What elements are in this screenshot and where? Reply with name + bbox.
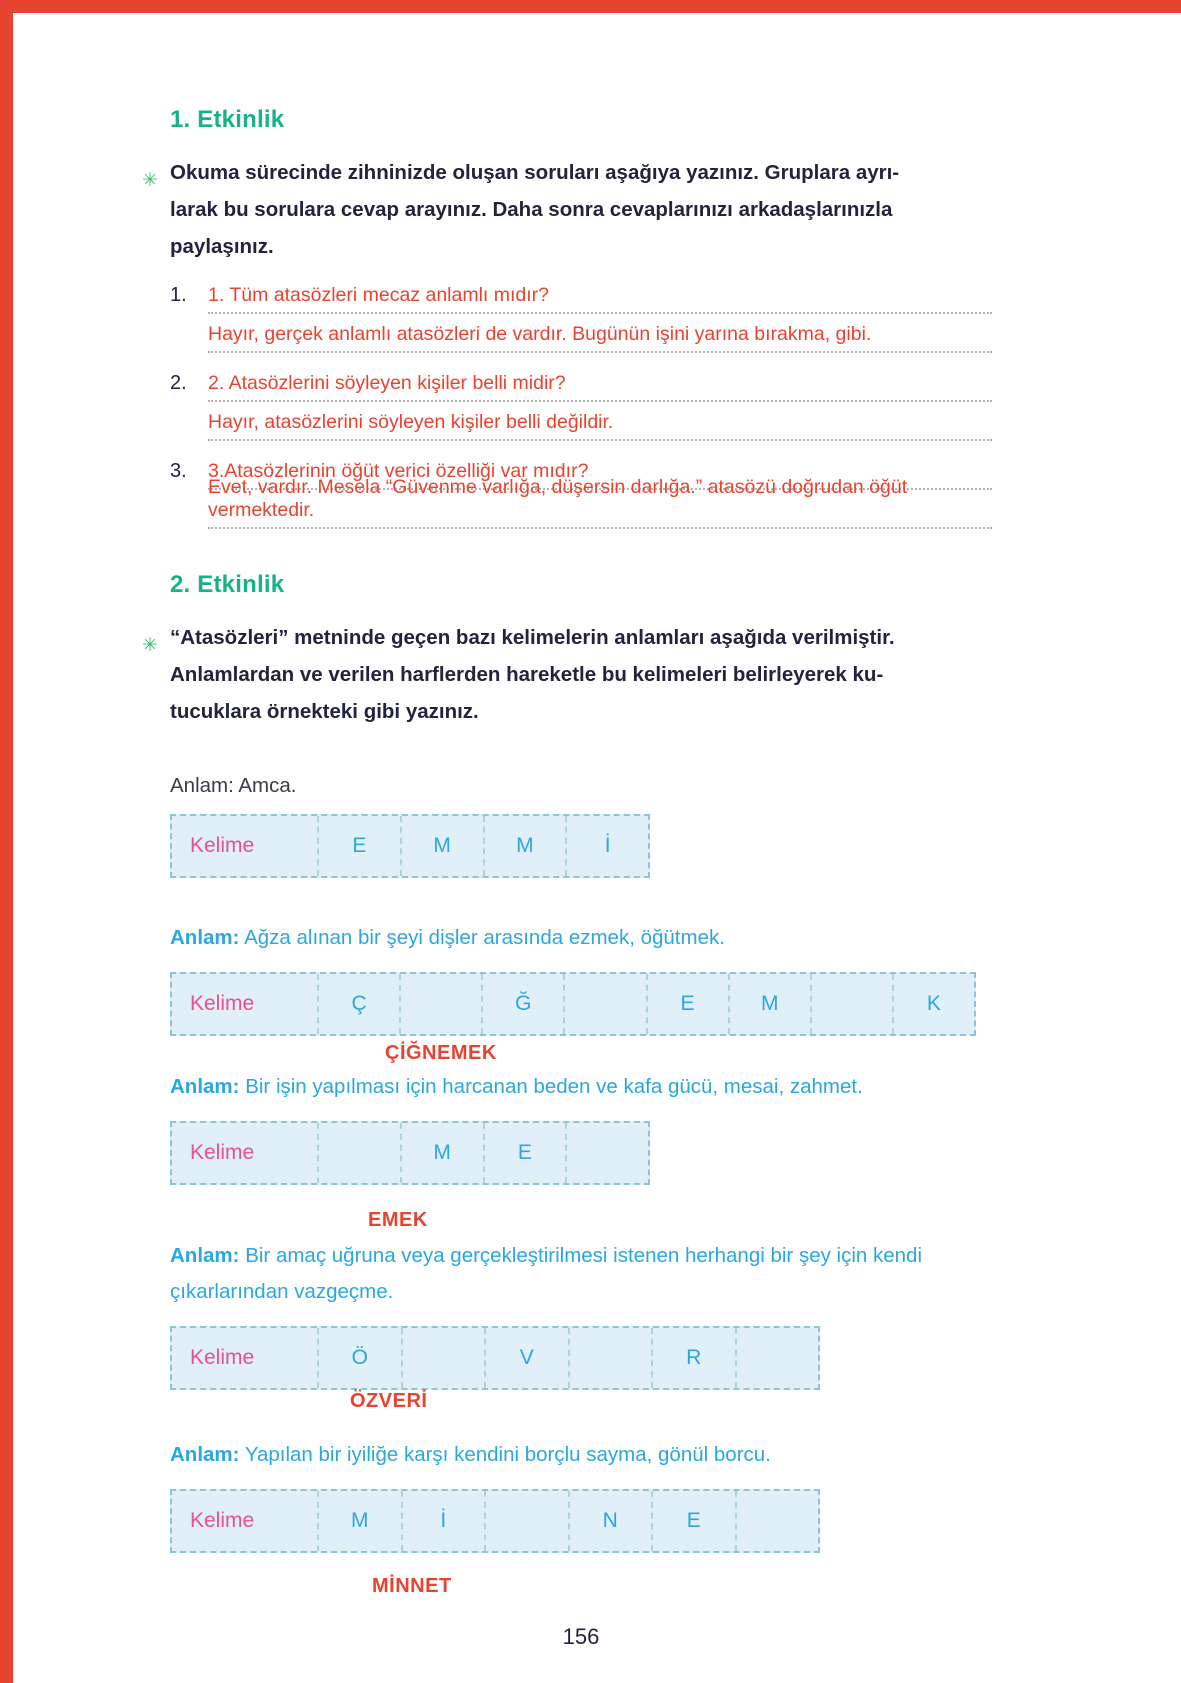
letter-cell: M <box>317 1491 401 1551</box>
page-content <box>142 0 992 1650</box>
word-box-emmi <box>170 814 650 878</box>
word-box-label: Kelime <box>190 1141 255 1164</box>
instruction-line: Okuma sürecinde zihninizde oluşan soruları aşağıya yazınız. Gruplara ayrı- <box>170 161 900 184</box>
question-answer-list <box>170 275 992 529</box>
question-line <box>208 275 992 314</box>
letter-cell: N <box>568 1491 652 1551</box>
letter-cell: E <box>317 816 400 876</box>
word-box-emek <box>170 1121 650 1185</box>
qa-item-lines <box>208 363 992 441</box>
letter-cell <box>735 1491 819 1551</box>
handwritten-word-answer: ÇİĞNEMEK <box>385 1042 497 1064</box>
letter-cell <box>735 1328 819 1388</box>
qa-item-number: 2. <box>170 372 187 394</box>
asterisk-bullet-icon: ✳ <box>142 170 158 191</box>
qa-item-3 <box>170 451 992 529</box>
letter-cell: M <box>728 974 810 1034</box>
handwritten-answer: Hayır, gerçek anlamlı atasözleri de vardır. Bugünün işini yarına bırakma, gibi. <box>208 323 872 345</box>
word-box-ozveri <box>170 1326 820 1390</box>
instruction-line: paylaşınız. <box>170 235 274 258</box>
letter-cell: M <box>400 1123 483 1183</box>
meaning-line-2 <box>170 1069 992 1105</box>
letter-cell: K <box>892 974 974 1034</box>
letter-cell <box>565 1123 648 1183</box>
qa-item-lines <box>208 275 992 353</box>
handwritten-word-answer: ÖZVERİ <box>350 1390 428 1412</box>
example-meaning-text: Anlam: Amca. <box>170 774 297 797</box>
letter-cell: M <box>400 816 483 876</box>
handwritten-answer: Hayır, atasözlerini söyleyen kişiler belli değildir. <box>208 411 614 433</box>
instruction-line: Anlamlardan ve verilen harflerden hareketle bu kelimeleri belirleyerek ku- <box>170 663 884 686</box>
instruction-line: “Atasözleri” metninde geçen bazı kelimelerin anlamları aşağıda verilmiştir. <box>170 626 895 649</box>
qa-item-lines <box>208 451 992 529</box>
question-line <box>208 363 992 402</box>
answer-line <box>208 476 992 529</box>
letter-cell: V <box>484 1328 568 1388</box>
asterisk-bullet-icon: ✳ <box>142 635 158 656</box>
handwritten-word-answer: MİNNET <box>372 1575 452 1597</box>
letter-cell: E <box>483 1123 566 1183</box>
word-box-cignemek <box>170 972 976 1036</box>
qa-item-number: 1. <box>170 284 187 306</box>
handwritten-word-answer: EMEK <box>368 1209 428 1231</box>
letter-cell: İ <box>401 1491 485 1551</box>
letter-cell: Ö <box>317 1328 401 1388</box>
meaning-label: Anlam: <box>170 926 240 949</box>
activity1-heading: 1. Etkinlik <box>170 106 285 133</box>
handwritten-answer: Evet, vardır. Mesela “Güvenme varlığa, düşersin darlığa.” atasözü doğrudan öğüt vermektedir. <box>208 476 908 521</box>
qa-item-2 <box>170 363 992 441</box>
letter-cell <box>810 974 892 1034</box>
word-box-label: Kelime <box>190 834 255 857</box>
meaning-label: Anlam: <box>170 1075 240 1098</box>
activity2-heading: 2. Etkinlik <box>170 571 285 598</box>
handwritten-question: 2. Atasözlerini söyleyen kişiler belli midir? <box>208 372 566 394</box>
instruction-line: tucuklara örnekteki gibi yazınız. <box>170 700 479 723</box>
letter-cell <box>317 1123 400 1183</box>
handwritten-question: 1. Tüm atasözleri mecaz anlamlı mıdır? <box>208 284 550 306</box>
word-box-minnet <box>170 1489 820 1553</box>
activity2-instruction <box>142 619 992 730</box>
letter-cell: İ <box>565 816 648 876</box>
letter-cell: M <box>483 816 566 876</box>
instruction-line: larak bu sorulara cevap arayınız. Daha sonra cevaplarınızı arkadaşlarınızla <box>170 198 893 221</box>
letter-cell <box>399 974 481 1034</box>
letter-cell: E <box>651 1491 735 1551</box>
meaning-text: Bir amaç uğruna veya gerçekleştirilmesi istenen herhangi bir şey için kendi çıkarlarından vazgeçme. <box>170 1244 923 1303</box>
answer-line <box>208 402 992 441</box>
letter-cell: Ğ <box>481 974 563 1034</box>
letter-cell: R <box>651 1328 735 1388</box>
letter-cell <box>401 1328 485 1388</box>
letter-cell <box>484 1491 568 1551</box>
word-box-label: Kelime <box>190 992 255 1015</box>
meaning-text: Bir işin yapılması için harcanan beden ve kafa gücü, mesai, zahmet. <box>245 1075 863 1098</box>
qa-item-1 <box>170 275 992 353</box>
letter-cell <box>563 974 645 1034</box>
meaning-label: Anlam: <box>170 1443 240 1466</box>
meaning-line-1 <box>170 920 992 956</box>
meaning-line-4 <box>170 1437 992 1473</box>
activity1-instruction <box>142 154 992 265</box>
letter-cell: E <box>646 974 728 1034</box>
answer-line <box>208 314 992 353</box>
qa-item-number: 3. <box>170 460 187 482</box>
meaning-label: Anlam: <box>170 1244 240 1267</box>
meaning-line-3 <box>170 1238 992 1310</box>
word-box-label: Kelime <box>190 1509 255 1532</box>
meaning-text: Ağza alınan bir şeyi dişler arasında ezmek, öğütmek. <box>244 926 725 949</box>
meaning-text: Yapılan bir iyiliğe karşı kendini borçlu sayma, gönül borcu. <box>244 1443 771 1466</box>
page-number: 156 <box>562 1624 600 1649</box>
letter-cell <box>568 1328 652 1388</box>
page-frame-left-bar <box>0 0 13 1683</box>
handwritten-question: 3.Atasözlerinin öğüt verici özelliği var mıdır? <box>208 460 589 482</box>
letter-cell: Ç <box>317 974 399 1034</box>
word-box-label: Kelime <box>190 1346 255 1369</box>
